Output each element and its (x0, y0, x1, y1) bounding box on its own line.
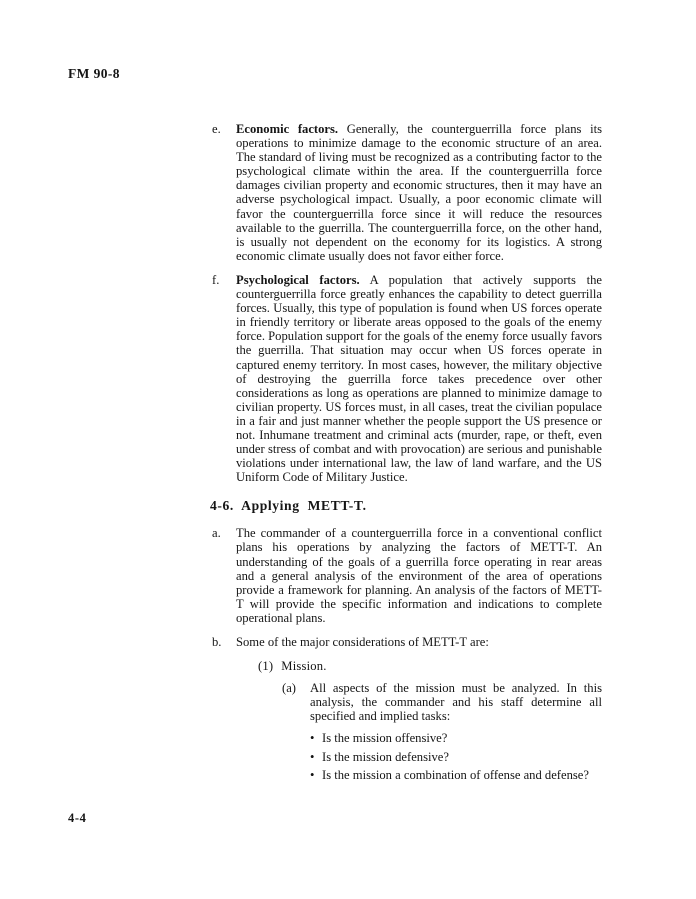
paragraph-e-lead: Economic factors. (236, 122, 339, 136)
paragraph-b-label: b. (212, 635, 222, 649)
list-item (310, 768, 592, 782)
paragraph-e (210, 122, 602, 263)
paragraph-a (210, 526, 602, 625)
list-item (310, 750, 592, 764)
bullet-icon: • (310, 749, 315, 764)
bullet-text: Is the mission a combination of offense and defense? (322, 767, 589, 782)
paragraph-f-label: f. (212, 272, 220, 287)
paragraph-f-body: A population that actively supports the counterguerrilla force greatly enhances the capability to detect guerrilla forces. Usually, this type of population is found when US forces operate in friendly territory or liberate areas opposed to the goals of the enemy force. Population support for the goals of the enemy force usually favors the guerrilla. That situation may occur when US forces operate in captured enemy territory. In most cases, however, the military objective of destroying the guerrilla force takes precedence over other considerations as long as operations are planned to minimize damage to civilian property. US forces must, in all cases, treat the civilian populace in a fair and just manner whether the people support the US presence or not. Inhumane treatment and criminal acts (murder, rape, or theft, even under stress of combat and with provocation) are serious and punishable violations under international law, the law of land warfare, and the US Uniform Code of Military Justice. (236, 272, 602, 485)
bullet-icon: • (310, 731, 315, 746)
page-footer-number: 4-4 (68, 811, 87, 825)
paragraph-f-lead: Psychological factors. (236, 272, 360, 287)
bullet-text: Is the mission defensive? (322, 749, 449, 764)
numbered-item-1-body: Mission. (281, 659, 327, 674)
bullet-icon: • (310, 767, 315, 782)
paragraph-b-body: Some of the major considerations of METT-T are: (236, 635, 489, 649)
paragraph-b (210, 635, 602, 649)
sub-item-a-label: (a) (282, 681, 296, 696)
numbered-item-1-label: (1) (258, 659, 274, 674)
paragraph-a-body: The commander of a counterguerrilla force in a conventional conflict plans his operations by analyzing the factors of METT-T. An understanding of the goals of a guerrilla force operating in rear areas and a general analysis of the environment of the area of operations provide a framework for planning. An analysis of the factors of METT-T will provide the specific information and indications to complete operational plans. (236, 526, 602, 625)
page-content (210, 122, 602, 786)
paragraph-f (210, 273, 602, 484)
sub-item-a-body: All aspects of the mission must be analyzed. In this analysis, the commander and his staff determine all specified and implied tasks: (310, 681, 602, 724)
page-header-fm-number: FM 90-8 (68, 66, 120, 81)
section-heading-4-6: 4-6. Applying METT-T. (210, 498, 367, 514)
mission-bullet-list (210, 731, 602, 781)
paragraph-e-body: Generally, the counterguerrilla force plans its operations to minimize damage to the economic structure of an area. The standard of living must be recognized as a contributing factor to the psychological climate within the area. If the counterguerrilla force damages civilian property and economic structures, then it may have an adverse psychological impact. Usually, a poor economic climate will favor the counterguerrilla force since it will reduce the resources available to the guerrilla. The counterguerrilla force, on the other hand, is usually not dependent on the economy for its logistics. A strong economic climate usually does not favor either force. (236, 122, 603, 263)
bullet-text: Is the mission offensive? (322, 731, 448, 746)
sub-item-a (210, 681, 602, 723)
paragraph-a-label: a. (212, 526, 221, 541)
list-item (310, 731, 592, 745)
paragraph-e-label: e. (212, 122, 221, 136)
numbered-item-1 (210, 659, 602, 673)
